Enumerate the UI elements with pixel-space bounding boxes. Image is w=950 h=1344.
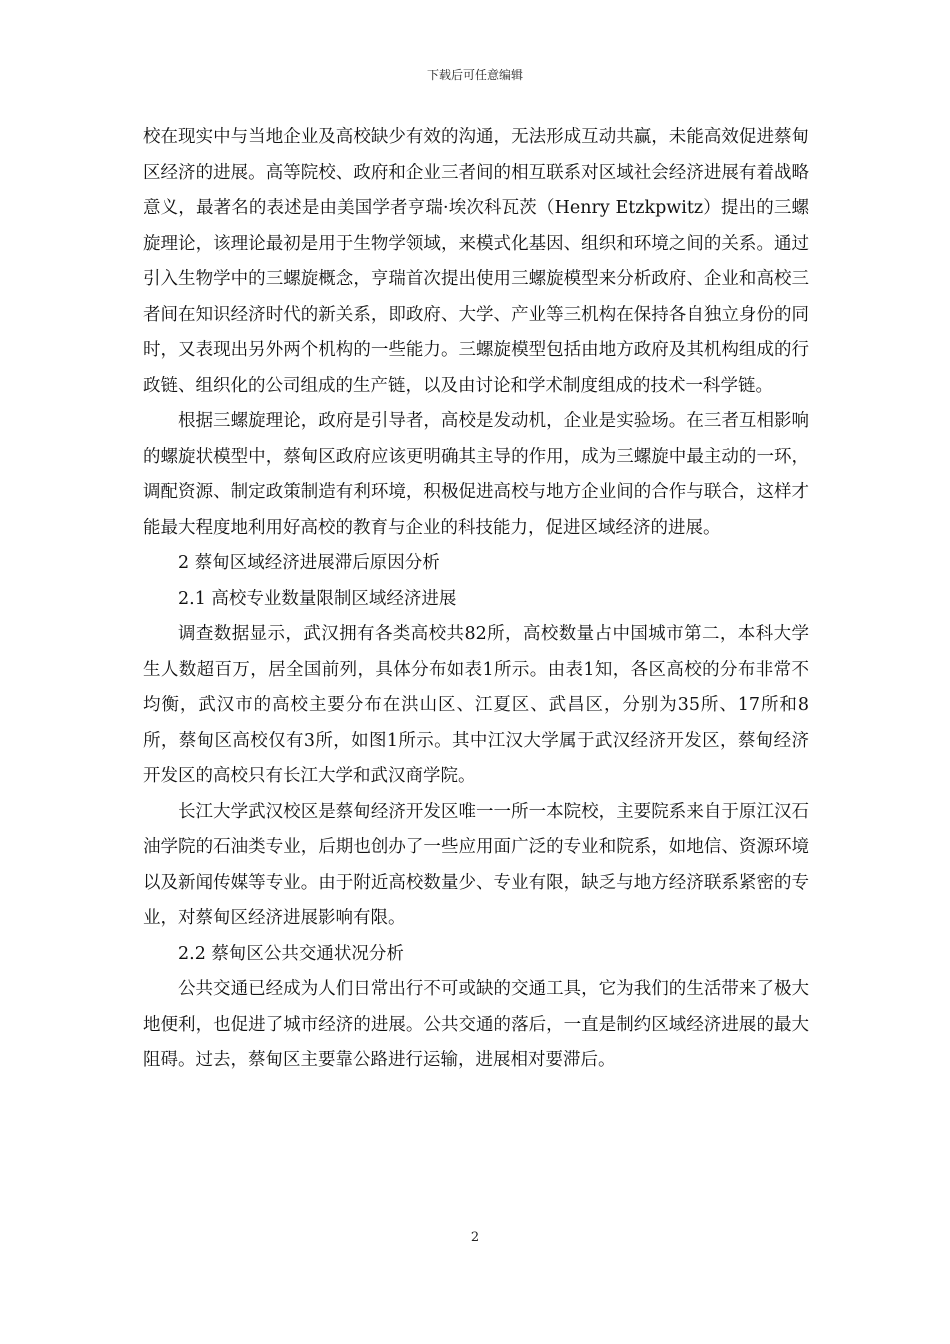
paragraph: 公共交通已经成为人们日常出行不可或缺的交通工具，它为我们的生活带来了极大地便利，也促进了城市经济的进展。公共交通的落后，一直是制约区域经济进展的最大阻碍。过去，蔡甸区主要靠公路进行运输，进展相对要滞后。: [143, 979, 809, 1070]
subsection-heading: 2.2 蔡甸区公共交通状况分析: [178, 943, 404, 964]
paragraph: 长江大学武汉校区是蔡甸经济开发区唯一一所一本院校，主要院系来自于原江汉石油学院的石油类专业，后期也创办了一些应用面广泛的专业和院系，如地信、资源环境以及新闻传媒等专业。由于附近高校数量少、专业有限，缺乏与地方经济联系紧密的专业，对蔡甸区经济进展影响有限。: [143, 801, 809, 928]
subsection-heading: 2.1 高校专业数量限制区域经济进展: [178, 588, 457, 609]
section-heading: 2 蔡甸区域经济进展滞后原因分析: [178, 553, 440, 573]
paragraph: 根据三螺旋理论，政府是引导者，高校是发动机，企业是实验场。在三者互相影响的螺旋状模型中，蔡甸区政府应该更明确其主导的作用，成为三螺旋中最主动的一环，调配资源、制定政策制造有利环境，积极促进高校与地方企业间的合作与联合，这样才能最大程度地利用好高校的教育与企业的科技能力，促进区域经济的进展。: [143, 411, 809, 538]
paragraph: 调查数据显示，武汉拥有各类高校共82所，高校数量占中国城市第二，本科大学生人数超百万，居全国前列，具体分布如表1所示。由表1知，各区高校的分布非常不均衡，武汉市的高校主要分布在洪山区、江夏区、武昌区，分别为35所、17所和8所，蔡甸区高校仅有3所，如图1所示。其中江汉大学属于武汉经济开发区，蔡甸经济开发区的高校只有长江大学和武汉商学院。: [143, 624, 809, 786]
paragraph-continuation: 校在现实中与当地企业及高校缺少有效的沟通，无法形成互动共赢，未能高效促进蔡甸区经济的进展。高等院校、政府和企业三者间的相互联系对区域社会经济进展有着战略意义，最著名的表述是由美国学者亨瑞·埃次科瓦茨（Henry Etzkpwitz）提出的三螺旋理论，该理论最初是用于生物学领域，来模式化基因、组织和环境之间的关系。通过引入生物学中的三螺旋概念，亨瑞首次提出使用三螺旋模型来分析政府、企业和高校三者间在知识经济时代的新关系，即政府、大学、产业等三机构在保持各自独立身份的同时，又表现出另外两个机构的一些能力。三螺旋模型包括由地方政府及其机构组成的行政链、组织化的公司组成的生产链，以及由讨论和学术制度组成的技术一科学链。: [143, 127, 809, 396]
page-header: 下载后可任意编辑: [426, 68, 523, 82]
document-body: [143, 120, 809, 1079]
page-number: 2: [470, 1230, 480, 1245]
